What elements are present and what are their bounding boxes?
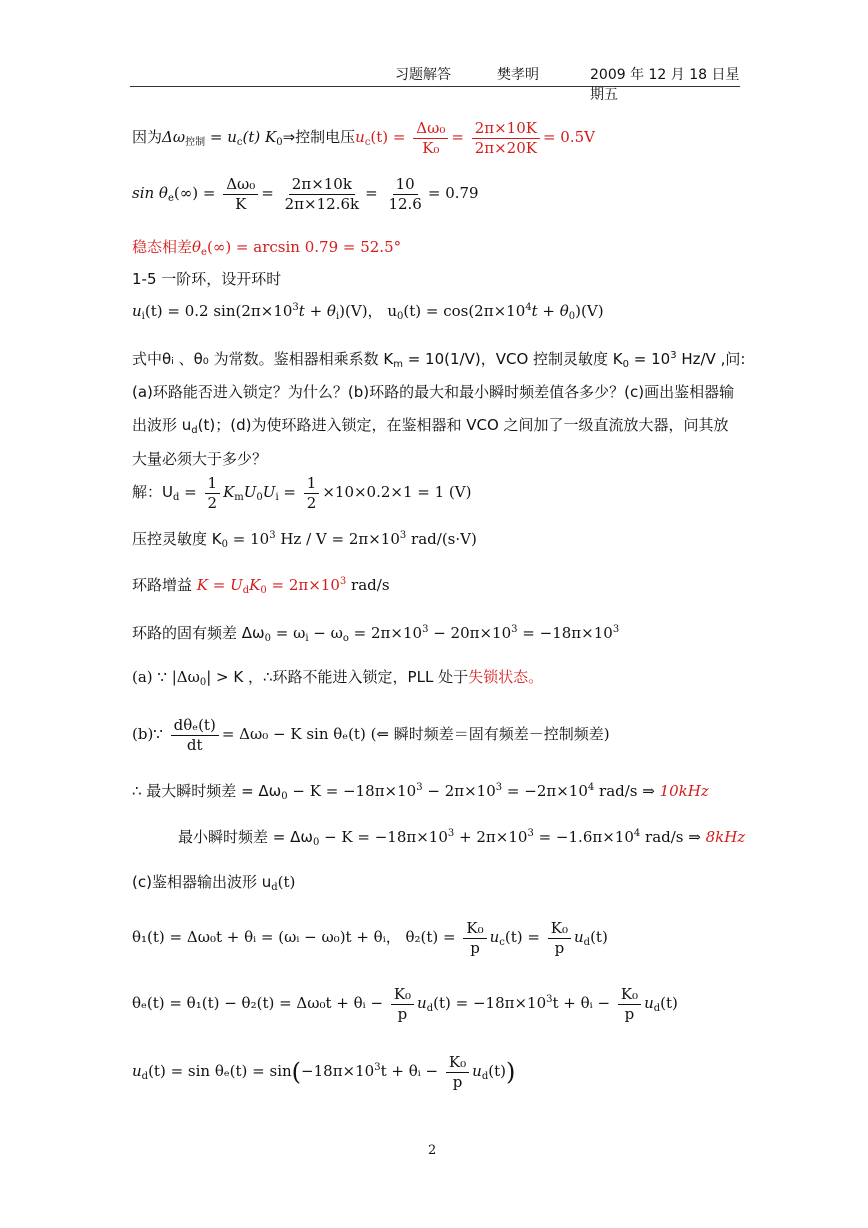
answer-c-heading: (c)鉴相器输出波形 $u_d(t)$ <box>132 873 296 893</box>
problem-statement-2: (a)环路能否进入锁定？为什么？(b)环路的最大和最小瞬时频差值各多少？(c)画出鉴相器输 <box>132 383 735 401</box>
answer-a: (a) ∵ $|\Delta\omega_0| > K$ ，∴环路不能进入锁定，PLL 处于失锁状态。 <box>132 668 544 688</box>
header-rule <box>130 86 740 87</box>
page-number: 2 <box>428 1143 437 1158</box>
equation-sin-theta: $\sin \theta_e(\infty)$ = $\frac{\text{Δω₀}}{K}$ = $\frac{2\pi\times 10k}{2\pi\times 12.6k}$ = $\frac{10}{12.6}$ = 0.79 <box>132 175 479 213</box>
problem-heading: 1-5 一阶环，设开环时 <box>132 270 282 288</box>
solution-loop-gain: 环路增益 $K = U_dK_0 = 2\pi\times 10^3$ rad/s <box>132 576 390 596</box>
header-author: 樊孝明 <box>497 67 539 83</box>
solution-ud: 解：$U_d$ = $\frac{1}{2}$ $K_mU_0U_i$ = $\frac{1}{2}$ ×10×0.2×1 = 1 (V) <box>132 474 472 512</box>
header-title: 习题解答 <box>395 67 451 83</box>
equation-ud-waveform: $u_d(t) = \sin \theta_e(t) = \sin(-18\pi\times 10^3t$ + θᵢ − $\frac{\text{K₀}}{p}$ $u_d(t)$) <box>132 1053 516 1091</box>
equation-theta-e: θₑ(t) = θ₁(t) − θ₂(t) = Δω₀t + θᵢ − $\frac{\text{K₀}}{p}$ $u_d(t) = -18\pi\times 10^3t$ + θᵢ − $\frac{\text{K₀}}{p}$ $u_d(t)$ <box>132 985 678 1023</box>
solution-natural-freq-diff: 环路的固有频差 $\Delta\omega_0 = \omega_i - \omega_o = 2\pi\times 10^3 - 20\pi\times 10^3 = -18\pi\times 10^3$ <box>132 624 620 644</box>
problem-statement-4: 大量必须大于多少？ <box>132 450 268 468</box>
max-instant-freq-diff: ∴ 最大瞬时频差 = $\Delta\omega_0 - K = -18\pi\times 10^3 - 2\pi\times 10^3 = -2\pi\times 10^4$ rad/s ⇒ 10kHz <box>132 782 709 802</box>
answer-b-equation: (b)∵ $\frac{\text{dθₑ(t)}}{dt}$ = Δω₀ − K sin θₑ(t) (⇐ 瞬时频差＝固有频差－控制频差) <box>132 716 610 754</box>
equation-control-voltage: 因为$\Delta\omega_{控制} = u_c(t)$ $K_0\Rightarrow$控制电压$u_c(t)$ = $\frac{\text{Δω₀}}{\text{K₀}}$ = $\frac{2\pi\times 10K}{2\pi\times 20K}$ = 0.5V <box>132 119 595 157</box>
problem-statement-3: 出波形 $u_d(t)$；(d)为使环路进入锁定，在鉴相器和 VCO 之间加了一级直流放大器，问其放 <box>132 416 729 436</box>
solution-k0: 压控灵敏度 $K_0 = 10^3$ $Hz / V = 2\pi\times 10^3$ rad/(s·V) <box>132 530 477 550</box>
header-date: 2009 年 12 月 18 日星期五 <box>590 67 740 103</box>
equation-theta1-theta2: θ₁(t) = Δω₀t + θᵢ = (ωᵢ − ω₀)t + θᵢ， θ₂(t) = $\frac{\text{K₀}}{p}$ $u_c(t)$ = $\frac{\text{K₀}}{p}$ $u_d(t)$ <box>132 919 608 957</box>
page-header <box>130 64 740 103</box>
equation-inputs: $u_i(t) = 0.2$ $\sin(2\pi\times 10^3t + \theta_i)(V)$， $u_0(t) = \cos(2\pi\times 10^4t + \theta_0)(V)$ <box>132 302 604 322</box>
steady-phase-error: 稳态相差$\theta_e(\infty) = \arcsin 0.79 = 52.5^\circ$ <box>132 238 402 258</box>
min-instant-freq-diff: 最小瞬时频差 = $\Delta\omega_0 - K = -18\pi\times 10^3 + 2\pi\times 10^3 = -1.6\pi\times 10^4$ rad/s ⇒ 8kHz <box>178 828 746 848</box>
problem-statement-1: 式中θᵢ 、θ₀ 为常数。鉴相器相乘系数 $K_m = 10(1/V)$，VCO 控制灵敏度 $K_0 = 10^3$ Hz/V ,问: <box>132 350 746 370</box>
